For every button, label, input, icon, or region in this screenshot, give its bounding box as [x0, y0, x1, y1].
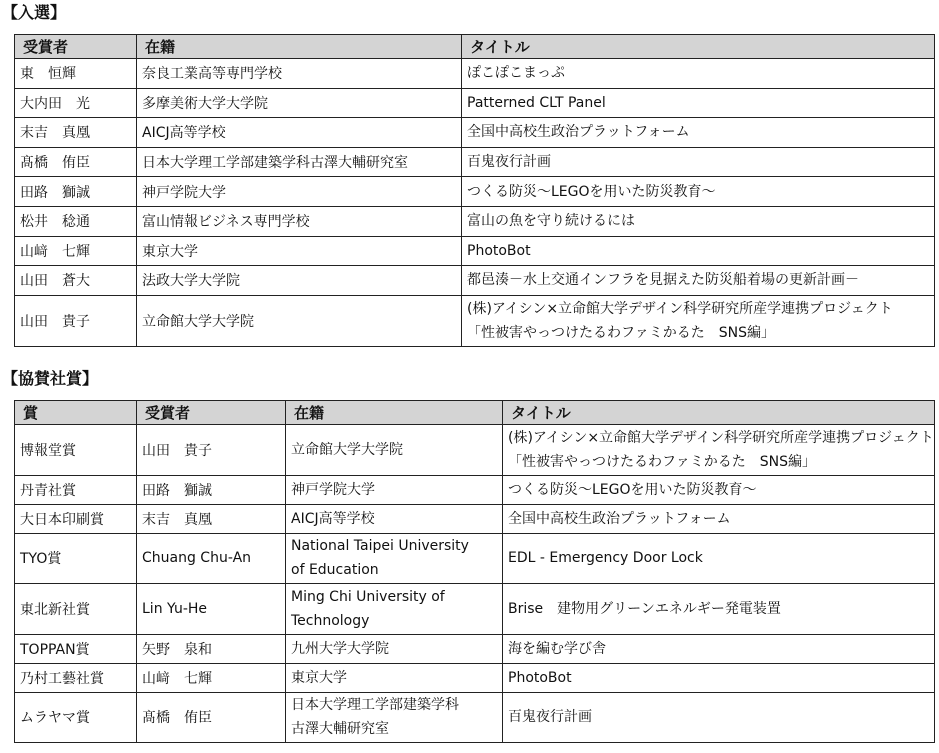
affiliation-cell-line: National Taipei University: [291, 538, 469, 555]
title-cell-line: Patterned CLT Panel: [467, 94, 606, 111]
awardee-cell: 東 恒輝: [15, 59, 137, 89]
title-cell: [462, 266, 935, 296]
title-cell: [503, 663, 935, 692]
affiliation-cell: [286, 634, 503, 663]
header-affiliation: 在籍: [137, 35, 462, 59]
title-cell-line: つくる防災～LEGOを用いた防災教育～: [508, 481, 757, 498]
title-cell-line: ぽこぽこまっぷ: [467, 65, 565, 82]
sponsor-awards-table: [14, 400, 935, 743]
title-cell-line: 全国中高校生政治プラットフォーム: [467, 124, 690, 141]
table-row: [15, 584, 935, 635]
table-row: [15, 425, 935, 476]
affiliation-cell: 東京大学: [137, 236, 462, 266]
awardee-cell: 末吉 真凰: [137, 504, 286, 533]
title-cell: [503, 634, 935, 663]
awardee-cell: 髙橋 侑臣: [137, 692, 286, 743]
table-row: [15, 692, 935, 743]
title-cell: [503, 692, 935, 743]
table-header-row: [15, 401, 935, 425]
affiliation-cell: [286, 584, 503, 635]
table-row: [15, 147, 935, 177]
title-cell-line: 海を編む学び舎: [508, 640, 606, 657]
affiliation-cell: [286, 533, 503, 584]
affiliation-cell-line: 日本大学理工学部建築学科: [291, 697, 459, 714]
title-cell: [462, 88, 935, 118]
title-cell-line: 富山の魚を守り続けるには: [467, 213, 635, 230]
award-cell: 東北新社賞: [15, 584, 137, 635]
award-cell: TOPPAN賞: [15, 634, 137, 663]
title-cell-line: つくる防災～LEGOを用いた防災教育～: [467, 183, 716, 200]
affiliation-cell-line: 九州大学大学院: [291, 640, 389, 657]
header-award: 賞: [15, 401, 137, 425]
awardee-cell: 松井 稔通: [15, 206, 137, 236]
title-cell: [462, 59, 935, 89]
affiliation-cell-line: 立命館大学大学院: [291, 441, 403, 458]
title-cell: [503, 504, 935, 533]
awardee-cell: 山﨑 七輝: [137, 663, 286, 692]
title-cell-line: PhotoBot: [508, 669, 572, 686]
affiliation-cell-line: AICJ高等学校: [291, 510, 375, 527]
award-cell: 乃村工藝社賞: [15, 663, 137, 692]
awardee-cell: 矢野 泉和: [137, 634, 286, 663]
title-cell: [503, 584, 935, 635]
affiliation-cell-line: Ming Chi University of: [291, 588, 445, 605]
header-affiliation: 在籍: [286, 401, 503, 425]
header-title: タイトル: [462, 35, 935, 59]
awardee-cell: 田路 獅誠: [137, 475, 286, 504]
affiliation-cell: [286, 504, 503, 533]
title-cell: [462, 236, 935, 266]
affiliation-cell: 法政大学大学院: [137, 266, 462, 296]
award-cell: ムラヤマ賞: [15, 692, 137, 743]
affiliation-cell-line: Technology: [291, 612, 370, 629]
affiliation-cell: [286, 663, 503, 692]
affiliation-cell: [286, 692, 503, 743]
table-row: [15, 266, 935, 296]
award-cell: 丹青社賞: [15, 475, 137, 504]
title-cell: [462, 295, 935, 346]
affiliation-cell: 多摩美術大学大学院: [137, 88, 462, 118]
table-row: [15, 88, 935, 118]
table-row: [15, 236, 935, 266]
title-cell-line: Brise 建物用グリーンエネルギー発電装置: [508, 600, 781, 617]
header-awardee: 受賞者: [15, 35, 137, 59]
affiliation-cell-line: 神戸学院大学: [291, 481, 375, 498]
title-cell-line: 都邑湊－水上交通インフラを見据えた防災船着場の更新計画－: [467, 272, 859, 289]
awardee-cell: 末吉 真凰: [15, 118, 137, 148]
table-row: [15, 504, 935, 533]
awardee-cell: 田路 獅誠: [15, 177, 137, 207]
title-cell: [462, 147, 935, 177]
section-title-sponsor-awards: 【協賛社賞】: [2, 369, 99, 388]
title-cell: [503, 475, 935, 504]
table-row: [15, 206, 935, 236]
affiliation-cell-line: 古澤大輔研究室: [291, 721, 389, 738]
award-cell: 博報堂賞: [15, 425, 137, 476]
table-row: [15, 295, 935, 346]
title-cell-line: 百鬼夜行計画: [467, 154, 551, 171]
title-cell: [503, 533, 935, 584]
header-title: タイトル: [503, 401, 935, 425]
title-cell-line: EDL - Emergency Door Lock: [508, 550, 703, 567]
title-cell: [462, 177, 935, 207]
selected-table: [14, 34, 935, 347]
table-row: [15, 118, 935, 148]
affiliation-cell: 奈良工業高等専門学校: [137, 59, 462, 89]
title-cell-line: 全国中高校生政治プラットフォーム: [508, 510, 731, 527]
affiliation-cell-line: 東京大学: [291, 669, 347, 686]
awardee-cell: 山田 貴子: [15, 295, 137, 346]
awardee-cell: 山田 蒼大: [15, 266, 137, 296]
awardee-cell: Lin Yu-He: [137, 584, 286, 635]
affiliation-cell: 富山情報ビジネス専門学校: [137, 206, 462, 236]
table-row: [15, 59, 935, 89]
awardee-cell: 山田 貴子: [137, 425, 286, 476]
affiliation-cell-line: of Education: [291, 562, 379, 579]
awardee-cell: 山﨑 七輝: [15, 236, 137, 266]
title-cell-line: PhotoBot: [467, 242, 531, 259]
awardee-cell: 髙橋 侑臣: [15, 147, 137, 177]
title-cell-line: 「性被害やっつけたるわファミかるた SNS編」: [508, 453, 816, 470]
table-header-row: [15, 35, 935, 59]
award-cell: 大日本印刷賞: [15, 504, 137, 533]
table-row: [15, 177, 935, 207]
table-row: [15, 663, 935, 692]
header-awardee: 受賞者: [137, 401, 286, 425]
table-row: [15, 475, 935, 504]
title-cell: [503, 425, 935, 476]
affiliation-cell: 日本大学理工学部建築学科古澤大輔研究室: [137, 147, 462, 177]
award-cell: TYO賞: [15, 533, 137, 584]
affiliation-cell: [286, 425, 503, 476]
table-row: [15, 533, 935, 584]
awardee-cell: Chuang Chu-An: [137, 533, 286, 584]
section-title-selected: 【入選】: [2, 3, 67, 22]
table-row: [15, 634, 935, 663]
affiliation-cell: AICJ高等学校: [137, 118, 462, 148]
affiliation-cell: [286, 475, 503, 504]
affiliation-cell: 神戸学院大学: [137, 177, 462, 207]
affiliation-cell: 立命館大学大学院: [137, 295, 462, 346]
title-cell: [462, 118, 935, 148]
title-cell-line: (株)アイシン×立命館大学デザイン科学研究所産学連携プロジェクト: [467, 300, 893, 317]
awardee-cell: 大内田 光: [15, 88, 137, 118]
title-cell-line: 百鬼夜行計画: [508, 709, 592, 726]
title-cell: [462, 206, 935, 236]
title-cell-line: 「性被害やっつけたるわファミかるた SNS編」: [467, 324, 775, 341]
title-cell-line: (株)アイシン×立命館大学デザイン科学研究所産学連携プロジェクト: [508, 429, 934, 446]
